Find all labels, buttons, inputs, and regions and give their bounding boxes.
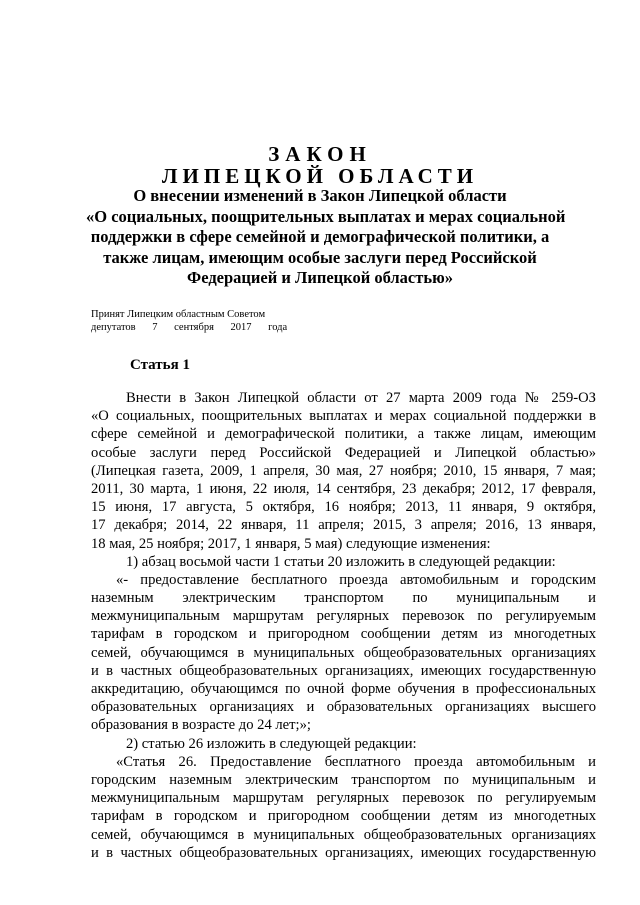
adoption-date-line	[91, 321, 301, 334]
body-line: (Липецкая газета, 2009, 1 апреля, 30 мая, 27 ноября; 2010, 15 января, 7 мая;	[91, 462, 596, 479]
body-line: межмуниципальным маршрутам регулярных перевозок по регулируемым	[91, 790, 596, 807]
subtitle-line: О внесении изменений в Закон Липецкой области	[133, 186, 507, 205]
adoption-year: 2017	[230, 322, 252, 333]
subtitle-line: также лицам, имеющим особые заслуги перед Российской	[103, 247, 537, 267]
body-line: тарифам в городском и пригородном сообщении детям из многодетных	[91, 808, 596, 825]
body-line: 1) абзац восьмой части 1 статьи 20 изложить в следующей редакции:	[126, 553, 556, 570]
body-line: Внести в Закон Липецкой области от 27 марта 2009 года № 259-ОЗ	[126, 390, 596, 406]
body-line: «- предоставление бесплатного проезда автомобильным и городским	[116, 571, 596, 588]
body-line: межмуниципальным маршрутам регулярных перевозок по регулируемым	[91, 608, 596, 625]
region-heading: ЛИПЕЦКОЙ ОБЛАСТИ	[161, 164, 479, 188]
adoption-month: сентября	[174, 322, 214, 333]
body-line: образовательных организациях и образовательных организациях высшего	[91, 699, 596, 716]
article-title: Статья 1	[130, 357, 190, 373]
body-line: тарифам в городском и пригородном сообщении детям из многодетных	[91, 626, 596, 643]
body-line: городским наземным электрическим транспортом по муниципальным и	[91, 771, 596, 788]
body-line: сфере семейной и демографической политики, а также лицам, имеющим	[91, 426, 596, 443]
body-line: наземным электрическим транспортом по муниципальным и	[91, 590, 596, 607]
body-line: «О социальных, поощрительных выплатах и мерах социальной поддержки в	[91, 408, 596, 425]
body-line: особые заслуги перед Российской Федерацией и Липецкой областью»	[91, 444, 596, 461]
body-line: и в частных общеобразовательных организациях, имеющих государственную	[91, 662, 596, 679]
article-body	[91, 389, 596, 862]
body-line: аккредитацию, обучающимся по очной форме обучения в профессиональных	[91, 681, 596, 697]
law-subtitle	[86, 186, 566, 289]
subtitle-line: «О социальных, поощрительных выплатах и мерах социальной	[86, 206, 566, 226]
body-line: 2011, 30 марта, 1 июня, 22 июля, 14 сентября, 23 декабря; 2012, 17 февраля,	[91, 480, 596, 497]
subtitle-line: Федерацией и Липецкой областью»	[187, 268, 453, 287]
body-line: и в частных общеобразовательных организациях, имеющих государственную	[91, 844, 596, 861]
body-line: 2) статью 26 изложить в следующей редакции:	[126, 735, 417, 752]
law-heading: ЗАКОН	[268, 142, 372, 166]
body-line: семей, обучающимся в муниципальных общеобразовательных организациях	[91, 826, 596, 843]
adoption-line: Принят Липецким областным Советом	[91, 309, 266, 320]
body-line: 15 июня, 17 августа, 5 октября, 16 ноября; 2013, 11 января, 9 октября,	[91, 499, 596, 516]
body-line: 17 декабря; 2014, 22 января, 11 апреля; 2015, 3 апреля; 2016, 13 января,	[91, 517, 596, 534]
subtitle-line: поддержки в сфере семейной и демографической политики, а	[90, 227, 550, 246]
body-line: семей, обучающимся в муниципальных общеобразовательных организациях	[91, 644, 596, 661]
body-line: 18 мая, 25 ноября; 2017, 1 января, 5 мая) следующие изменения:	[91, 535, 491, 552]
adoption-year-word: года	[268, 322, 288, 333]
adoption-day: 7	[152, 322, 158, 333]
body-line: образования в возрасте до 24 лет;»;	[91, 717, 311, 734]
adoption-note	[91, 308, 301, 334]
adoption-word: депутатов	[91, 322, 136, 333]
body-line: «Статья 26. Предоставление бесплатного проезда автомобильным и	[116, 753, 596, 770]
